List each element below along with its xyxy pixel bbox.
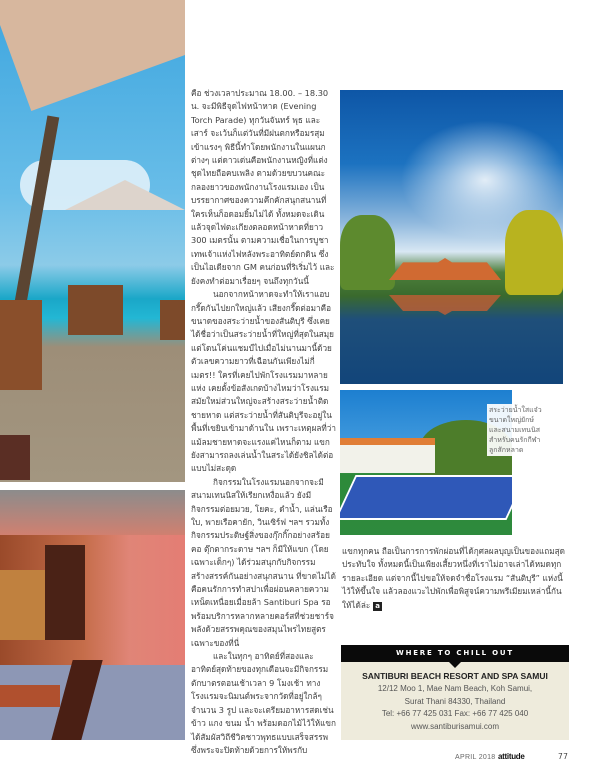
- magazine-brand: attitude: [498, 752, 525, 761]
- where-to-chill-out-box: [341, 645, 569, 740]
- canopy-shape: [0, 0, 185, 111]
- lattice-screen-shape: [45, 545, 85, 640]
- palm-trunk-shape: [13, 115, 60, 314]
- palm-trees-shape: [505, 210, 563, 295]
- resort-name: SANTIBURI BEACH RESORT AND SPA SAMUI: [362, 671, 548, 681]
- table-shape: [0, 435, 30, 480]
- address-line-1: 12/12 Moo 1, Mae Nam Beach, Koh Samui,: [377, 684, 533, 693]
- issue-date: APRIL 2018: [455, 754, 496, 761]
- photo-caption: สระว่ายน้ำใสแจ๋วขนาดใหญ่ยักษ์ และสนามเทนนิสสำหรับคนรักกีฬาลูกสักหลาด: [487, 404, 549, 456]
- article-column: [191, 87, 336, 757]
- page-number: 77: [558, 752, 569, 761]
- end-mark-icon: a: [375, 601, 380, 610]
- gold-screen-shape: [0, 570, 50, 640]
- chair-shape: [160, 300, 185, 340]
- infobox-header: WHERE TO CHILL OUT: [341, 645, 569, 662]
- article-paragraph: กิจกรรมในโรงแรมนอกจากจะมีสนามเทนนิสให้เรียกเหงื่อแล้ว ยังมีกิจกรรมต่อยมวย, โยคะ, ดำน้ำ, แล่นเรือใบ, พายเรือคายัก, วินเซิร์ฟ ฯลฯ รวมทั้งกิจกรรมประดิษฐ์สิ่งของกุ๊กกิ๊กอย่างสร้อยคอ ตุ๊กตากระดาษ ฯลฯ ก็มีให้แขก (โดยเฉพาะเด็กๆ) ได้ร่วมสนุกกับกิจกรรมสร้างสรรค์กันอย่างสนุกสนาน ที่ขาดไม่ได้คือคนรักการทำสปาเพื่อผ่อนคลายความเหน็ดเหนื่อยเมื่อยล้า Santiburi Spa รอพร้อมบริการหลากหลายคอร์สที่ช่วยชาร์จพลังด้วยสรรพคุณของสมุนไพรไทยสูตรเฉพาะของที่นี่: [191, 476, 336, 648]
- resort-pool-photo: [340, 90, 563, 384]
- spa-corridor-photo: [0, 490, 185, 740]
- palm-trees-shape: [340, 215, 395, 290]
- phone-fax: Tel: +66 77 425 031 Fax: +66 77 425 040: [381, 709, 529, 718]
- roof-reflection-shape: [375, 295, 515, 315]
- spa-table-shape: [0, 685, 60, 707]
- beach-dining-photo: [0, 0, 185, 482]
- article-paragraph: และในทุกๆ อาทิตย์ที่สองและอาทิตย์สุดท้ายของทุกเดือนจะมีกิจกรรมตักบาตรตอนเช้าเวลา 9 โมงเช้า ทางโรงแรมจะนิมนต์พระจากวัดที่อยู่ใกล้ๆ จำนวน 3 รูป และจะเตรียมอาหารสดเช่น ข้าว แกง ขนม น้ำ พร้อมดอกไม้ไว้ให้แขกได้สัมผัสวิถีชีวิตชาวพุทธแบบเสร็จสรรพ ซึ่งพระจะปิดท้ายด้วยการให้พรกับ: [191, 651, 336, 755]
- page-footer: [455, 752, 575, 761]
- chair-shape: [68, 285, 123, 335]
- thai-roof-shape: [375, 258, 515, 280]
- article-paragraph: คือ ช่วงเวลาประมาณ 18.00. – 18.30 น. จะมีพิธีจุดไฟหน้าหาด (Evening Torch Parade) ทุกวันจันทร์ พุธ และเสาร์ จะเว้นก็แต่วันที่มีฝนตกหรือมรสุมเข้าแรงๆ พิธีนี้ทำโดยพนักงานในแผนกต่างๆ แต่ดาวเด่นคือพนักงานหญิงที่แต่งชุดไทยถือคบเพลิง ตามด้วยขบวนคณะกลองยาวของพนักงานโรงแรมเอง เป็นบรรยากาศของความคึกคักสนุกสนานที่ใครเห็นก็อดอมยิ้มไม่ได้ ทั้งหมดจะเดินแล้วจุดไฟตะเกียงตลอดหน้าหาดที่ยาว 300 เมตรนั้น ตามความเชื่อในการบูชาเทพเจ้าแห่งไฟหลังพระอาทิตย์ตกดิน ซึ่งเป็นไอเดียจาก GM คนก่อนที่ริเริ่มไว้ และยังคงทำต่อมาเรื่อยๆ จนถึงทุกวันนี้: [191, 88, 335, 286]
- article-paragraph: นอกจากหน้าหาดจะทำให้เราแอบกรี๊ดกันไปยกใหญ่แล้ว เสียงกรี๊ดต่อมาคือขนาดของสระว่ายน้ำของสันติบุรี ซึ่งเคยได้ชื่อว่าเป็นสระว่ายน้ำที่ใหญ่ที่สุดในสมุย แต่โดนโค่นแชมป์ไปเมื่อไม่นานมานี้ด้วยตัวเลขความยาวที่เฉือนกันเพียงไม่กี่เมตร!! ใครที่เคยไปพักโรงแรมมาหลายแห่ง เคยตั้งข้อสังเกตบ้างไหมว่าโรงแรมสมัยใหม่ส่วนใหญ่จะสร้างสระว่ายน้ำติดชายหาด แต่สระว่ายน้ำที่สันติบุรีจะอยู่ในพื้นที่เขยิบเข้ามาด้านใน เพราะเหตุผลที่ว่า แม้ลมชายหาดจะแรงแค่ไหนก็ตาม แขกยังสามารถลงเล่นน้ำในสระได้ยังชิลได้ต่อแบบไม่สะดุด: [191, 289, 336, 474]
- website-link[interactable]: www.santiburisamui.com: [410, 721, 500, 731]
- ceiling-shape: [0, 490, 185, 535]
- chair-shape: [0, 300, 42, 390]
- infobox-body: [341, 662, 569, 733]
- article-continuation: [342, 545, 567, 612]
- clubhouse-shape: [340, 445, 435, 473]
- address-line-2: Surat Thani 84330, Thailand: [404, 696, 506, 706]
- article-paragraph: แขกทุกคน ถือเป็นการการพักผ่อนที่ได้กุศลผลบุญเป็นของแถมสุดประทับใจ ทั้งหมดนี้เป็นเพียงเสี้ยวหนึ่งที่เราไม่อาจเล่าได้หมดทุกรายละเอียด แต่จากนี้ไปขอให้จดจำชื่อโรงแรม “สันติบุรี” แห่งนี้ไว้ให้ขึ้นใจ แล้วลองแวะไปพักเพื่อพิสูจน์ความพรีเมียมเหล่านี้กันให้ได้ล่ะ: [342, 546, 565, 610]
- court-shape: [340, 475, 512, 520]
